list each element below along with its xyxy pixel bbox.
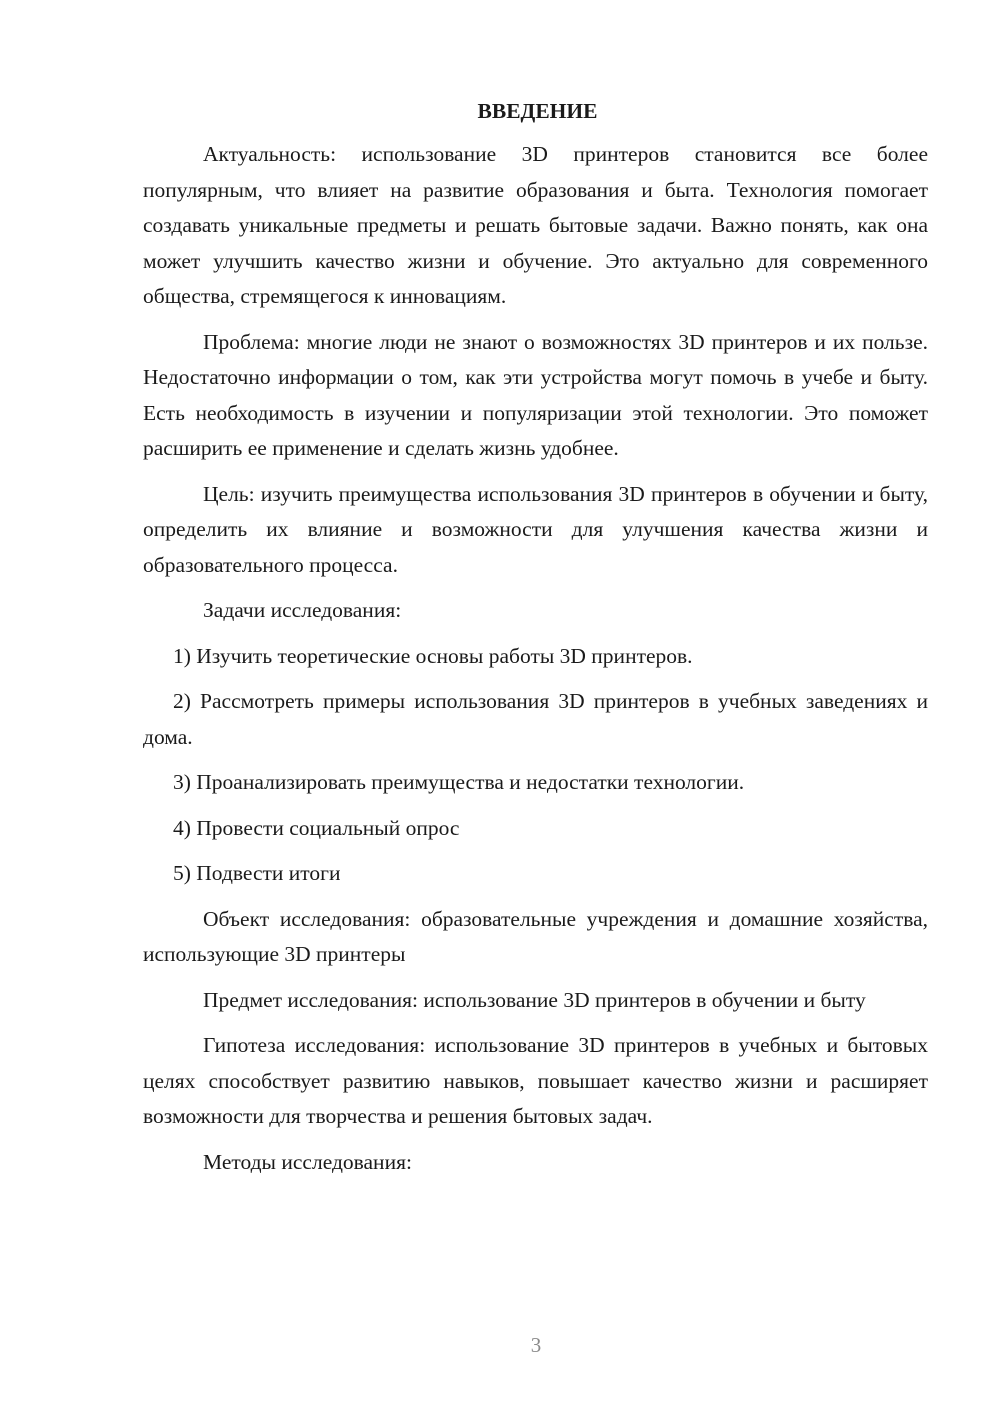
methods-heading: Методы исследования:	[203, 1149, 412, 1174]
paragraph-relevance: Актуальность: использование 3D принтеров становится все более популярным, что влияет на развитие образования и быта. Технология помогает создавать уникальные предметы и решать бытовые задачи. Важно понять, как она может улучшить качество жизни и обучение. Это актуально для современного общества, стремящегося к инновациям.	[143, 142, 928, 308]
paragraph-subject: Предмет исследования: использование 3D принтеров в обучении и быту	[203, 987, 866, 1012]
paragraph-problem: Проблема: многие люди не знают о возможностях 3D принтеров и их пользе. Недостаточно информации о том, как эти устройства могут помочь в учебе и быту. Есть необходимость в изучении и популяризации этой технологии. Это поможет расширить ее применение и сделать жизнь удобнее.	[143, 329, 928, 460]
paragraph-goal: Цель: изучить преимущества использования 3D принтеров в обучении и быту, определить их влияние и возможности для улучшения качества жизни и образовательного процесса.	[143, 481, 928, 577]
task-item-4: 4) Провести социальный опрос	[173, 815, 460, 840]
paragraph-object: Объект исследования: образовательные учреждения и домашние хозяйства, использующие 3D принтеры	[143, 906, 928, 966]
page-number: 3	[530, 1333, 542, 1357]
task-item-2: 2) Рассмотреть примеры использования 3D принтеров в учебных заведениях и дома.	[143, 689, 928, 749]
task-item-3: 3) Проанализировать преимущества и недостатки технологии.	[173, 770, 745, 794]
paragraph-hypothesis: Гипотеза исследования: использование 3D принтеров в учебных и бытовых целях способствует развитию навыков, повышает качество жизни и расширяет возможности для творчества и решения бытовых задач.	[143, 1033, 928, 1128]
task-item-5: 5) Подвести итоги	[173, 861, 341, 885]
tasks-heading: Задачи исследования:	[203, 598, 402, 622]
document-page	[143, 96, 928, 1190]
task-item-1: 1) Изучить теоретические основы работы 3D принтеров.	[173, 643, 693, 668]
document-title: ВВЕДЕНИЕ	[477, 99, 598, 123]
